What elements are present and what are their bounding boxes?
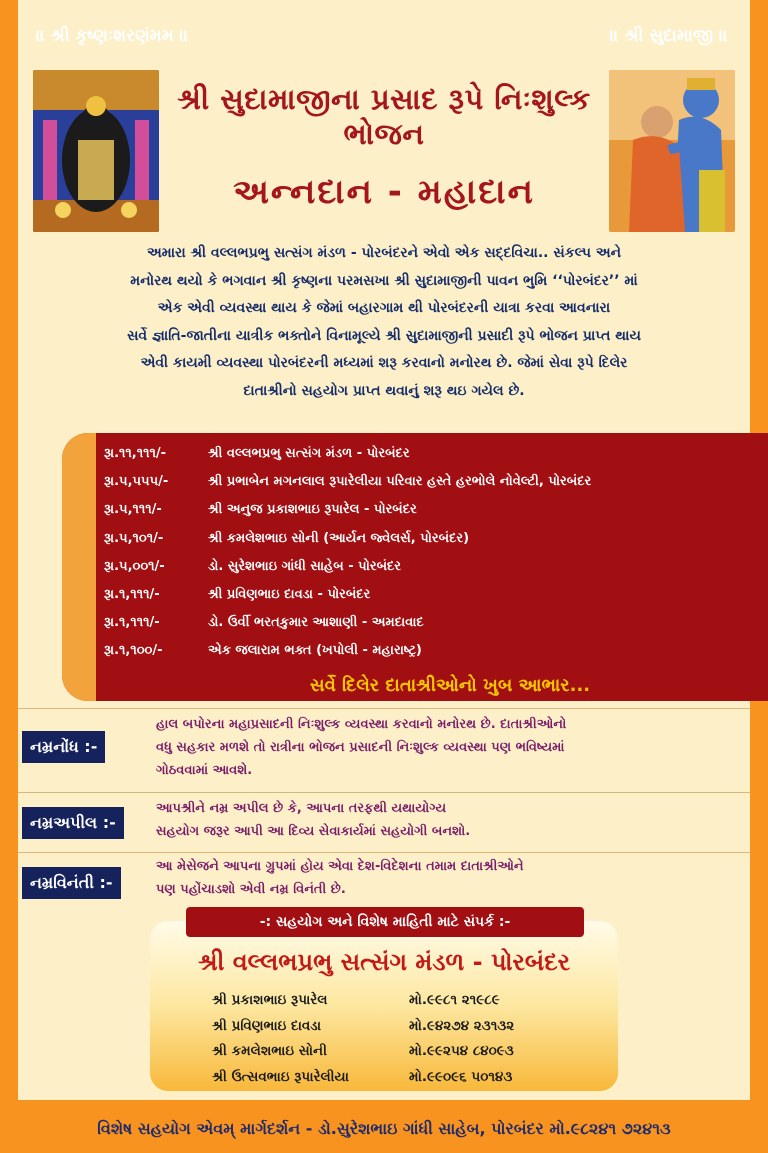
thanks-message: સર્વે દિલેર દાતાશ્રીઓનો ખુબ આભાર... <box>310 675 591 696</box>
intro-line: મનોરથ થયો કે ભગવાન શ્રી કૃષ્ણના પરમસખા શ્રી સુદામાજીની પાવન ભુમિ ‘‘પોરબંદર’’ માં <box>130 272 638 289</box>
note-label: નમ્રનોંધ :- <box>22 731 105 763</box>
donor-amount: રૂા.૧,૧૧૧/- <box>104 586 160 602</box>
request-line: આ મેસેજને આપના ગ્રુપમાં હોય એવા દેશ-વિદેશના તમામ દાતાશ્રીઓને <box>156 859 524 874</box>
shrinathji-image <box>33 70 159 232</box>
donor-row <box>104 581 591 609</box>
donor-name: એક જલારામ ભક્ત (ખપોલી - મહારાષ્ટ્ર) <box>208 643 422 659</box>
intro-line: એક એવી વ્યવસ્થા થાય કે જેમાં બહારગામ થી પોરબંદરની યાત્રા કરવા આવનારા <box>157 300 611 317</box>
donor-amount: રૂા.૧,૧૦૦/- <box>104 643 163 659</box>
contact-phone[interactable]: મો.૯૯૮૧ ૨૧૯૮૯ <box>409 992 500 1008</box>
donor-amount: રૂા.૫,૧૧૧/- <box>104 502 162 518</box>
contact-name: શ્રી પ્રવિણભાઇ દાવડા <box>212 1017 322 1034</box>
organization-name: શ્રી વલ્લભપ્રભુ સત્સંગ મંડળ - પોરબંદર <box>197 948 571 976</box>
contact-phone[interactable]: મો.૯૯૨૫૪ ૮૪૦૯૩ <box>409 1043 514 1059</box>
contact-row <box>212 1014 514 1040</box>
donor-name: ડો. સુરેશભાઇ ગાંધી સાહેબ - પોરબંદર <box>208 558 401 574</box>
donor-name: શ્રી અનુજ પ્રકાશભાઇ રૂપારેલ - પોરબંદર <box>208 502 417 518</box>
donor-amount: રૂા.૧૧,૧૧૧/- <box>104 446 166 461</box>
donor-name: શ્રી પ્રભાબેન મગનલાલ રૂપારેલીયા પરિવાર હસ્તે હરભોલે નોવેલ્ટી, પોરબંદર <box>208 474 592 490</box>
contact-name: શ્રી ઉત્સવભાઇ રૂપારેલીયા <box>212 1068 349 1085</box>
donor-row <box>104 553 591 581</box>
contact-row <box>212 1039 514 1065</box>
donor-name: શ્રી કમલેશભાઇ સોની (આર્યન જ્વેલર્સ, પોરબંદર) <box>208 530 470 546</box>
donor-amount: રૂા.૫,૦૦૧/- <box>104 558 165 574</box>
header-left-tag: ॥ શ્રી કૃષ્ણઃશરણંમમ ॥ <box>36 26 189 46</box>
donor-row <box>104 525 591 553</box>
donor-row <box>104 609 591 637</box>
donor-amount: રૂા.૫,૧૦૧/- <box>104 530 164 546</box>
note-line: ગોઠવવામાં આવશે. <box>156 763 253 778</box>
contact-name: શ્રી કમલેશભાઇ સોની <box>212 1043 327 1059</box>
donor-row <box>104 440 591 468</box>
contact-phone[interactable]: મો.૯૯૦૯૬ ૫૦૧૪૩ <box>409 1068 513 1085</box>
contact-phone[interactable]: મો.૯૪૨૭૪ ૨૩૧૩૨ <box>409 1017 515 1034</box>
contact-heading: -: સહયોગ અને વિશેષ માહિતી માટે સંપર્ક :- <box>186 907 584 937</box>
request-section <box>18 852 750 909</box>
page-title: શ્રી સુદામાજીના પ્રસાદ રૂપે નિઃશુલ્ક ભોજન <box>177 82 591 151</box>
intro-line: એવી કાયમી વ્યવસ્થા પોરબંદરની મધ્યમાં શરૂ કરવાનો મનોરથ છે. જેમાં સેવા રૂપે દિલેર <box>140 355 628 372</box>
contact-name: શ્રી પ્રકાશભાઇ રૂપારેલ <box>212 992 328 1008</box>
krishna-sudama-image <box>609 70 735 232</box>
request-line: પણ પહોંચાડશો એવી નમ્ર વિનંતી છે. <box>156 882 346 897</box>
appeal-line: આપશ્રીને નમ્ર અપીલ છે કે, આપના તરફથી યથાયોગ્ય <box>156 801 447 816</box>
donor-row <box>104 468 591 496</box>
appeal-text <box>156 797 470 843</box>
appeal-label: નમ્રઅપીલ :- <box>22 807 124 839</box>
note-text <box>156 713 566 782</box>
donor-row <box>104 637 591 665</box>
page-subtitle: અન્નદાન - મહાદાન <box>233 172 535 212</box>
header-right-tag: ॥ શ્રી સુદામાજી ॥ <box>609 26 728 46</box>
intro-line: સર્વે જ્ઞાતિ-જાતીના યાત્રીક ભક્તોને વિનામૂલ્યે શ્રી સુદામાજીની પ્રસાદી રૂપે ભોજન પ્રાપ્ત થાય <box>127 327 641 344</box>
contact-row <box>212 1065 514 1091</box>
request-text <box>156 855 524 901</box>
footer-credit: વિશેષ સહયોગ એવમ્ માર્ગદર્શન - ડો.સુરેશભાઇ ગાંધી સાહેબ, પોરબંદર મો.૯૮૨૪૧ ૭૨૪૧૩ <box>97 1119 671 1138</box>
donor-list <box>104 440 591 666</box>
donor-amount: રૂા.૫,૫૫૫/- <box>104 474 169 490</box>
appeal-line: સહયોગ જરૂર આપી આ દિવ્ય સેવાકાર્યમાં સહયોગી બનશો. <box>156 824 471 839</box>
donor-name: ડો. ઉર્વી ભરતકુમાર આશાણી - અમદાવાદ <box>208 615 424 631</box>
donor-name: શ્રી વલ્લભપ્રભુ સત્સંગ મંડળ - પોરબંદર <box>208 446 410 461</box>
request-label: નમ્રવિનંતી :- <box>22 867 121 899</box>
note-line: હાલ બપોરના મહાપ્રસાદની નિઃશુલ્ક વ્યવસ્થા કરવાનો મનોરથ છે. દાતાશ્રીઓનો <box>156 717 567 732</box>
intro-paragraph <box>36 240 732 406</box>
donor-name: શ્રી પ્રવિણભાઇ દાવડા - પોરબંદર <box>208 586 371 602</box>
intro-line: દાતાશ્રીનો સહયોગ પ્રાપ્ત થવાનું શરૂ થઇ ગયેલ છે. <box>243 382 525 399</box>
contact-list <box>212 988 514 1090</box>
intro-line: અમારા શ્રી વલ્લભપ્રભુ સત્સંગ મંડળ - પોરબંદરને એવો એક સદ્દવિચા.. સંકલ્પ અને <box>146 245 622 261</box>
note-line: વધુ સહકાર મળશે તો રાત્રીના ભોજન પ્રસાદની નિઃશુલ્ક વ્યવસ્થા પણ ભવિષ્યમાં <box>156 740 565 755</box>
appeal-section <box>18 792 750 851</box>
note-section <box>18 708 750 791</box>
donor-row <box>104 496 591 524</box>
contact-row <box>212 988 514 1014</box>
donor-amount: રૂા.૧,૧૧૧/- <box>104 615 160 631</box>
